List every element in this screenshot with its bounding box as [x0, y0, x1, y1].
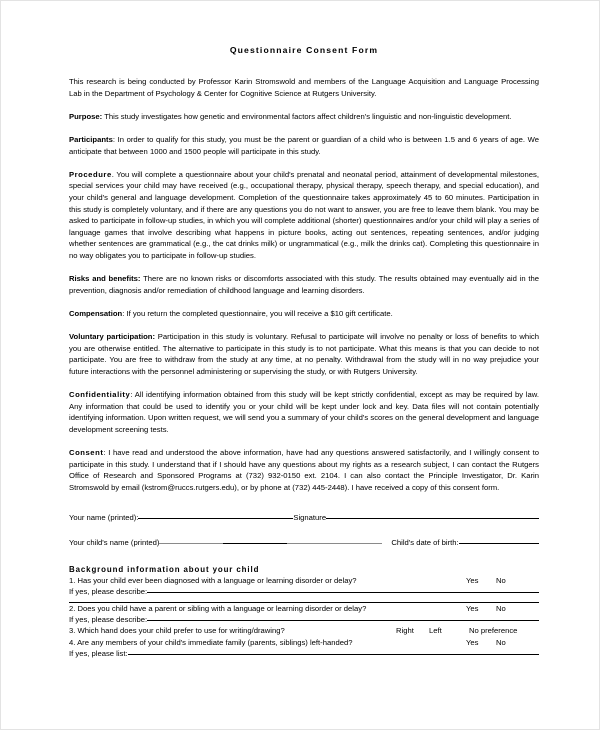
question-4-followup-label: If yes, please list: — [69, 649, 128, 659]
section-risks-benefits-body: There are no known risks or discomforts associated with this study. The results obtained may eventually aid in the prevention, diagnosis and/or remediation of childhood language and learning disorders. — [69, 274, 539, 295]
question-1-followup-input[interactable] — [147, 592, 539, 593]
section-compensation-label: Compensation — [69, 308, 123, 318]
section-voluntary-participation-body: Participation in this study is voluntary. Refusal to participate will involve no penalty or loss of benefits to which you are otherwise entitled. The alternative to participate in this study is to not participate. What this means is that you can decide to not participate. You are free to withdraw from the study at any time, at no penalty. Withdrawal from the study will in no way prejudice your future interactions with the personnel administering or supervising the study, or with Rutgers University. — [69, 332, 539, 376]
question-3-option-no-preference[interactable]: No preference — [469, 626, 518, 636]
question-4-followup-row — [69, 648, 539, 659]
question-1-followup-label: If yes, please describe: — [69, 587, 148, 597]
section-purpose — [69, 111, 539, 123]
child-name-input-b[interactable] — [223, 543, 287, 544]
section-consent-body: : I have read and understood the above information, have had any questions answered satisfactorily, and I willingly consent to participate in this study. I understand that if I should have any questions about my rights as a research subject, I can contact the Rutgers Office of Research and Sponsored Programs at (732) 932-0150 ext. 2104. I can also contact the Principle Investigator, Dr. Karin Stromswold by email (kstrom@ruccs.rutgers.edu), or by phone at (732) 445-2448). I have received a copy of this consent form. — [69, 448, 539, 492]
section-confidentiality — [69, 389, 539, 435]
section-risks-benefits — [69, 273, 539, 296]
section-compensation — [69, 308, 539, 320]
child-dob-label: Child's date of birth: — [391, 537, 459, 547]
child-dob-input[interactable] — [459, 543, 539, 544]
question-1-followup-row — [69, 586, 539, 597]
question-2-followup-label: If yes, please describe: — [69, 614, 148, 624]
section-compensation-body: : If you return the completed questionnaire, you will receive a $10 gift certificate. — [122, 308, 393, 318]
section-procedure-body: . You will complete a questionnaire about your child's prenatal and neonatal period, attainment of developmental milestones, special services your child may have received (e.g., occupational therapy, physical therapy, speech therapy, and special education), and your child's general and language development. Completion of the questionnaire takes approximately 45 to 60 minutes. Participation in this study is completely voluntary, and if there are any questions you do not want to answer, you are free to leave them blank. You may be asked to participate in follow-up studies, in which you will complete additional (shorter) questionnaires and/or your child will play a series of language games that involve describing what happens in picture books, acting out sentences, repeating sentences, and/or judging whether sentences are grammatical (e.g., the cat drinks milk) or ungrammatical (e.g., milk the drinks cat). Completing this questionnaire in no way obligates you to participate in follow-up studies. — [69, 169, 539, 260]
question-4-row — [69, 637, 539, 648]
child-name-input-a[interactable] — [159, 543, 223, 544]
intro-paragraph: This research is being conducted by Professor Karin Stromswold and members of the Language Acquisition and Language Processing Lab in the Department of Psychology & Center for Cognitive Science at Rutgers University. — [69, 77, 539, 98]
your-name-input[interactable] — [138, 518, 293, 519]
section-purpose-body: This study investigates how genetic and environmental factors affect children's linguistic and non-linguistic development. — [102, 111, 512, 121]
background-heading: Background information about your child — [69, 564, 260, 574]
section-participants — [69, 134, 539, 157]
question-2-text: 2. Does you child have a parent or sibling with a language or learning disorder or delay? — [69, 603, 367, 613]
question-1-row — [69, 575, 539, 586]
section-voluntary-participation — [69, 331, 539, 377]
background-information-section — [69, 564, 539, 660]
section-participants-label: Participants — [69, 134, 113, 144]
page-title: Questionnaire Consent Form — [229, 45, 379, 55]
signature-fields — [69, 512, 539, 548]
child-name-input-c[interactable] — [287, 543, 382, 544]
question-3-row — [69, 625, 539, 636]
section-voluntary-participation-label: Voluntary participation: — [69, 332, 156, 342]
section-purpose-label: Purpose: — [69, 111, 103, 121]
question-2-followup-row — [69, 614, 539, 625]
signature-label: Signature — [293, 513, 327, 523]
section-risks-benefits-label: Risks and benefits: — [69, 274, 141, 284]
child-name-row — [69, 537, 539, 549]
your-name-label: Your name (printed): — [69, 513, 139, 523]
your-name-row — [69, 512, 539, 524]
question-4-option-no[interactable]: No — [496, 637, 506, 647]
section-confidentiality-label: Confidentiality — [69, 390, 131, 400]
question-3-text: 3. Which hand does your child prefer to use for writing/drawing? — [69, 626, 285, 636]
section-consent — [69, 447, 539, 493]
question-3-option-right[interactable]: Right — [396, 626, 414, 636]
child-name-label: Your child's name (printed) — [69, 537, 160, 547]
question-1-option-no[interactable]: No — [496, 575, 506, 585]
signature-input[interactable] — [326, 518, 539, 519]
question-2-followup-input[interactable] — [147, 620, 539, 621]
section-consent-label: Consent — [69, 448, 104, 457]
section-procedure-label: Procedure — [69, 169, 112, 179]
question-4-followup-input[interactable] — [128, 654, 539, 655]
section-confidentiality-body: : All identifying information obtained from this study will be kept strictly confidential, except as may be required by law. Any information that could be used to identify you or your child will be kept under lock and key. Data files will not contain potentially identifying information. Upon written request, we will send you a summary of your child's scores on the general development and language development screening tests. — [69, 390, 539, 434]
question-3-option-left[interactable]: Left — [429, 626, 442, 636]
question-2-option-yes[interactable]: Yes — [466, 603, 479, 613]
question-1-option-yes[interactable]: Yes — [466, 575, 479, 585]
section-participants-body: : In order to qualify for this study, you must be the parent or guardian of a child who is between 1.5 and 6 years of age. We anticipate that between 1000 and 1500 people will participate in this study. — [69, 134, 539, 156]
section-procedure — [69, 169, 539, 262]
question-2-option-no[interactable]: No — [496, 603, 506, 613]
question-1-text: 1. Has your child ever been diagnosed with a language or learning disorder or delay? — [69, 575, 357, 585]
question-4-text: 4. Are any members of your child's immediate family (parents, siblings) left-handed? — [69, 637, 353, 647]
question-4-option-yes[interactable]: Yes — [466, 637, 479, 647]
question-2-row — [69, 603, 539, 614]
